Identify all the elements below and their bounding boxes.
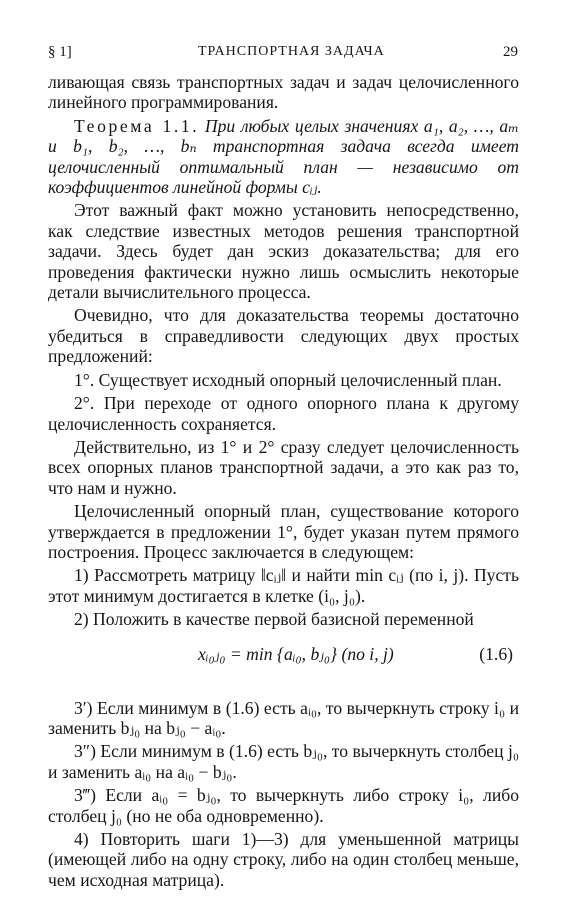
theorem-label: Теорема 1.1. <box>74 115 200 136</box>
formula-number: (1.6) <box>479 643 513 664</box>
running-header <box>48 44 518 66</box>
formula-expression: xᵢ₀ⱼ₀ = min {aᵢ₀, bⱼ₀} (по i, j) <box>198 643 394 664</box>
running-title: ТРАНСПОРТНАЯ ЗАДАЧА <box>198 44 385 59</box>
paragraph: Целочисленный опорный план, существование которого утверждается в предложении 1°, будет указан путем прямого построения. Процесс заключается в следующем: <box>48 501 519 562</box>
step-3-prime: 3′) Если минимум в (1.6) есть aᵢ₀, то вычеркнуть строку i₀ и заменить bⱼ₀ на bⱼ₀ − aᵢ₀. <box>48 697 519 738</box>
paragraph: Действительно, из 1° и 2° сразу следует целочисленность всех опорных планов транспортной задачи, а это как раз то, что нам и нужно. <box>48 436 519 498</box>
paragraph: Этот важный факт можно установить непосредственно, как следствие известных методов решения транспортной задачи. Здесь будет дан эскиз доказательства; для его проведения фактически нужно лишь осмыслить некоторые детали вычислительного процесса. <box>48 200 519 303</box>
page-body <box>48 72 519 893</box>
theorem <box>48 116 519 198</box>
proposition-2: 2°. При переходе от одного опорного плана к другому целочисленность сохраняется. <box>48 393 519 434</box>
paragraph: ливающая связь транспортных задач и задач целочисленного линейного программирования. <box>48 72 519 113</box>
step-4: 4) Повторить шаги 1)—3) для уменьшенной матрицы (имеющей либо на одну строку, либо на один столбец меньше, чем исходная матрица). <box>48 829 519 890</box>
formula-1-6 <box>48 638 519 684</box>
step-3-double-prime: 3″) Если минимум в (1.6) есть bⱼ₀, то вычеркнуть столбец j₀ и заменить aᵢ₀ на aᵢ₀ − bⱼ₀. <box>48 741 519 782</box>
step-3-triple-prime: 3‴) Если aᵢ₀ = bⱼ₀, то вычеркнуть либо строку i₀, либо столбец j₀ (но не оба одновременно). <box>48 785 519 826</box>
step-2: 2) Положить в качестве первой базисной переменной <box>74 609 474 630</box>
page-number: 29 <box>503 44 518 60</box>
section-marker: § 1] <box>48 44 72 60</box>
paragraph: Очевидно, что для доказательства теоремы достаточно убедиться в справедливости следующих двух простых предложений: <box>48 305 519 367</box>
proposition-1: 1°. Существует исходный опорный целочисленный план. <box>74 369 502 390</box>
theorem-statement: При любых целых значениях a₁, a₂, …, aₘ и b₁, b₂, …, bₙ транспортная задача всегда имеет целочисленный оптимальный план — независимо от коэффициентов линейной формы cᵢⱼ. <box>48 115 519 198</box>
step-1: 1) Рассмотреть матрицу ‖cᵢⱼ‖ и найти min cᵢⱼ (по i, j). Пусть этот минимум достигается в клетке (i₀, j₀). <box>48 565 519 606</box>
